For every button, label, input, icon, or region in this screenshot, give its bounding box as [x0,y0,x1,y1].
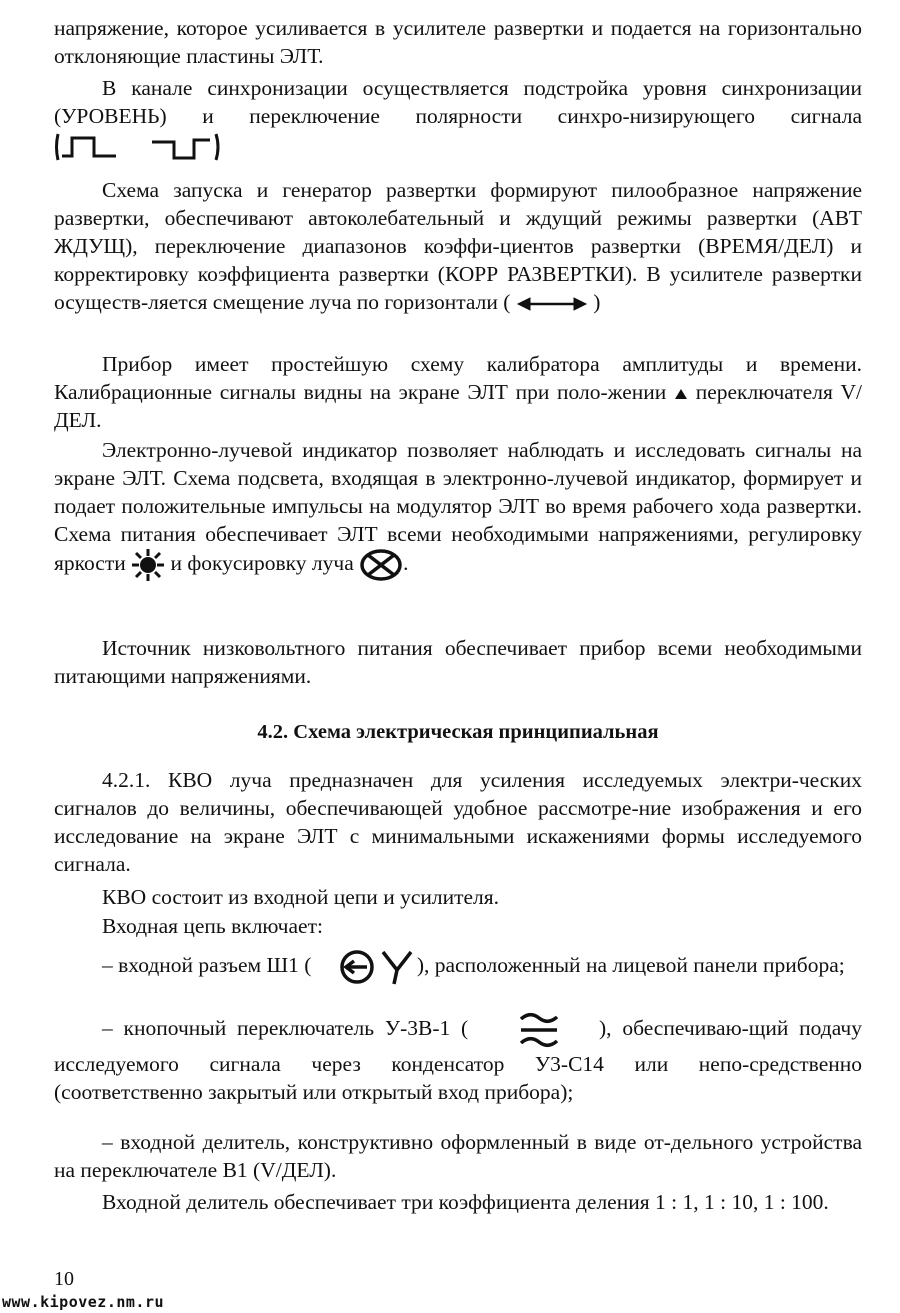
paragraph-6: Источник низковольтного питания обеспечивает прибор всеми необходимыми питающими напряжениями. [54,636,862,688]
section-heading: 4.2. Схема электрическая принципиальная [257,721,659,743]
sun-icon [131,548,165,582]
list-item-input-socket: – входной разъем Ш1 ( ), расположенный на лицевой панели прибора; [54,948,862,986]
paragraph-7: 4.2.1. КВО луча предназначен для усиления исследуемых электри-ческих сигналов до величины, обеспечивающей удобное рассмотре-ние изображения и его исследование на экране ЭЛТ с минимальными искажениями формы исследуемого сигнала. [54,768,862,876]
footer-url: www.kipovez.nm.ru [2,1293,165,1311]
paragraph-3: Схема запуска и генератор развертки формируют пилообразное напряжение развертки, обеспечивают автоколебательный и ждущий режимы развертки (АВТ ЖДУЩ), переключение диапазонов коэффи-циентов развертки (ВРЕМЯ/ДЕЛ) и корректировку коэффициента развертки (КОРР РАЗВЕРТКИ). В усилителе развертки осуществ-ляется смещение луча по горизонтали ( ) [54,178,862,314]
paragraph-8: КВО состоит из входной цепи и усилителя. [102,885,500,909]
paragraph-5: Электронно-лучевой индикатор позволяет наблюдать и исследовать сигналы на экране ЭЛТ. Схема подсвета, входящая в электронно-лучевой индикатор, формирует и подает положительные импульсы на модулятор ЭЛТ во время рабочего хода развертки. Схема питания обеспечивает ЭЛТ всеми необходимыми напряжениями, регулировку яркости и фокусировку луча . [54,436,862,582]
page-number: 10 [54,1268,74,1290]
paragraph-1: напряжение, которое усиливается в усилителе развертки и подается на горизонтально отклоняющие пластины ЭЛТ. [54,16,862,68]
list-item-ac-dc-switch: – кнопочный переключатель У-3В-1 ( ), обеспечиваю-щий подачу исследуемого сигнала через конденсатор У3-С14 или непо-средственно (соответственно закрытый или открытый вход прибора); [54,1010,862,1106]
ac-dc-icon [479,1010,599,1050]
focus-icon [359,548,403,582]
input-socket-icon [317,948,417,986]
double-arrow-icon [516,296,588,312]
paragraph-2: В канале синхронизации осуществляется подстройка уровня синхронизации (УРОВЕНЬ) и переключение полярности синхро-низирующего сигнала [54,74,862,164]
list-item-divider: – входной делитель, конструктивно оформленный в виде от-дельного устройства на переключателе В1 (V/ДЕЛ). [54,1130,862,1182]
paragraph-10: Входной делитель обеспечивает три коэффициента деления 1 : 1, 1 : 10, 1 : 100. [102,1190,829,1214]
triangle-up-icon [674,388,688,400]
pulse-polarity-icon [54,130,244,164]
paragraph-9: Входная цепь включает: [102,914,323,938]
paragraph-4: Прибор имеет простейшую схему калибратора амплитуды и времени. Калибрационные сигналы видны на экране ЭЛТ при поло-жении переключателя V/ДЕЛ. [54,352,863,432]
